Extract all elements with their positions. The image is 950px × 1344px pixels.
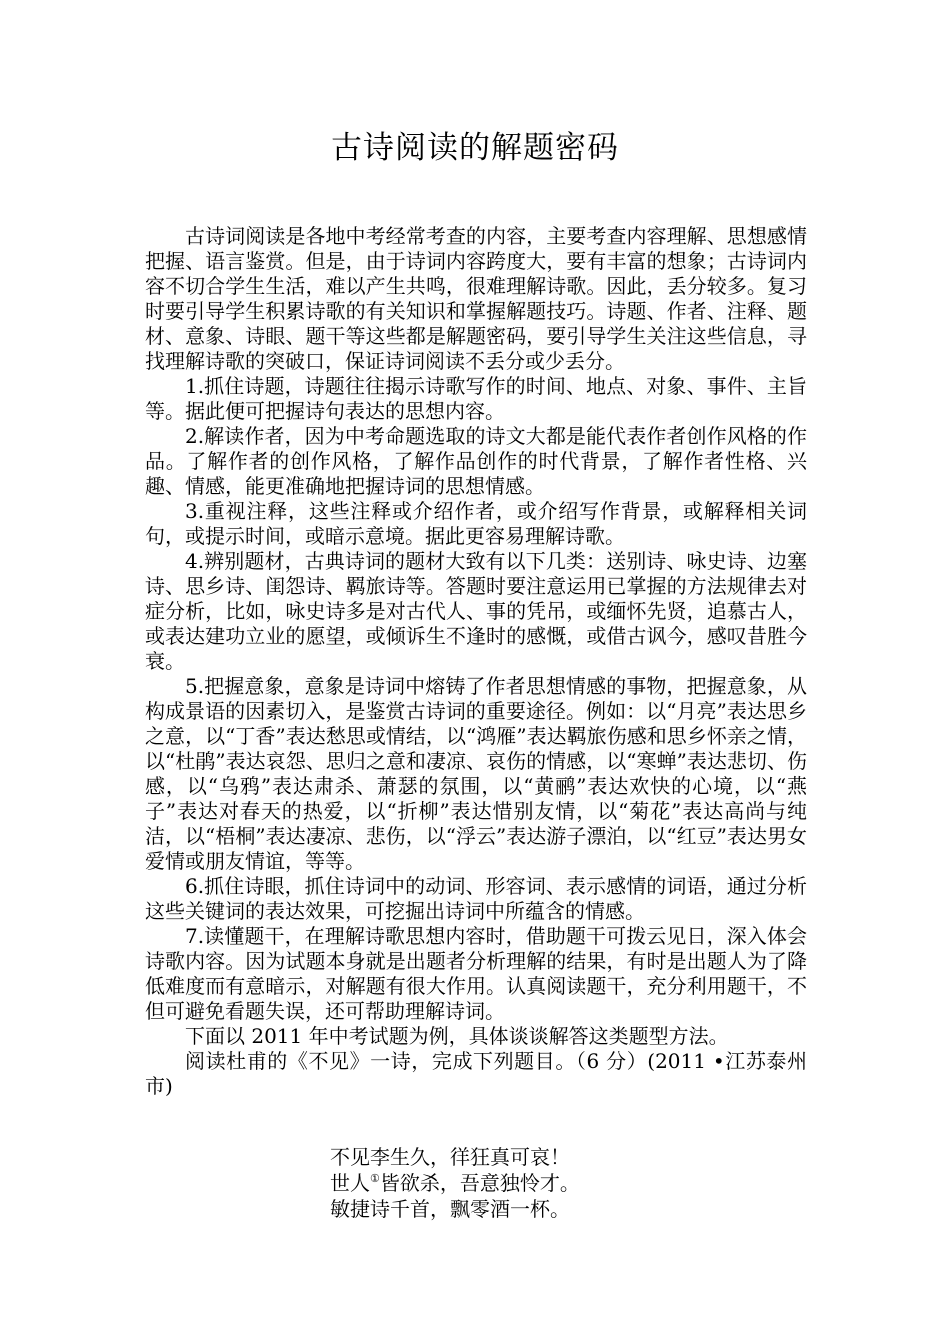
- tip-7-paragraph: 7.读懂题干，在理解诗歌思想内容时，借助题干可拨云见日，深入体会诗歌内容。因为试题本身就是出题者分析理解的结果，有时是出题人为了降低难度而有意暗示，对解题有很大作用。认真阅读题干，充分利用题干，不但可避免看题失误，还可帮助理解诗词。: [145, 924, 807, 1023]
- tip-6-paragraph: 6.抓住诗眼，抓住诗词中的动词、形容词、表示感情的词语，通过分析这些关键词的表达效果，可挖掘出诗词中所蕴含的情感。: [145, 874, 807, 923]
- poem-block: [330, 1144, 580, 1222]
- document-title: 古诗阅读的解题密码: [331, 130, 619, 166]
- poem-line-2-start: 世人: [330, 1171, 370, 1195]
- intro-paragraph: 古诗词阅读是各地中考经常考查的内容，主要考查内容理解、思想感情把握、语言鉴赏。但是，由于诗词内容跨度大，要有丰富的想象；古诗词内容不切合学生生活，难以产生共鸣，很难理解诗歌。因此，丢分较多。复习时要引导学生积累诗歌的有关知识和掌握解题技巧。诗题、作者、注释、题材、意象、诗眼、题干等这些都是解题密码，要引导学生关注这些信息，寻找理解诗歌的突破口，保证诗词阅读不丢分或少丢分。: [145, 224, 807, 373]
- document-body: [145, 224, 807, 1099]
- tip-3-paragraph: 3.重视注释，这些注释或介绍作者，或介绍写作背景，或解释相关词句，或提示时间，或暗示意境。据此更容易理解诗歌。: [145, 499, 807, 548]
- poem-line-3: 敏捷诗千首，飘零酒一杯。: [330, 1197, 570, 1221]
- question-instruction-paragraph: 阅读杜甫的《不见》一诗，完成下列题目。（6 分）(2011 •江苏泰州市): [145, 1049, 807, 1098]
- tip-5-paragraph: 5.把握意象，意象是诗词中熔铸了作者思想情感的事物，把握意象，从构成景语的因素切入，是鉴赏古诗词的重要途径。例如：以“月亮”表达思乡之意，以“丁香”表达愁思或情结，以“鸿雁”表达羁旅伤感和思乡怀亲之情，以“杜鹃”表达哀怨、思归之意和凄凉、哀伤的情感，以“寒蝉”表达悲切、伤感，以“乌鸦”表达肃杀、萧瑟的氛围，以“黄鹂”表达欢快的心境，以“燕子”表达对春天的热爱，以“折柳”表达惜别友情，以“菊花”表达高尚与纯洁，以“梧桐”表达凄凉、悲伤，以“浮云”表达游子漂泊，以“红豆”表达男女爱情或朋友情谊，等等。: [145, 674, 807, 873]
- footnote-marker: ①: [370, 1172, 380, 1185]
- example-intro-paragraph: 下面以 2011 年中考试题为例，具体谈谈解答这类题型方法。: [185, 1024, 729, 1048]
- poem-line-1: 不见李生久，徉狂真可哀！: [330, 1145, 570, 1169]
- tip-2-paragraph: 2.解读作者，因为中考命题选取的诗文大都是能代表作者创作风格的作品。了解作者的创作风格，了解作品创作的时代背景，了解作者性格、兴趣、情感，能更准确地把握诗词的思想情感。: [145, 424, 807, 498]
- poem-line-2: [330, 1170, 580, 1196]
- tip-4-paragraph: 4.辨别题材，古典诗词的题材大致有以下几类：送别诗、咏史诗、边塞诗、思乡诗、闺怨诗、羁旅诗等。答题时要注意运用已掌握的方法规律去对症分析，比如，咏史诗多是对古代人、事的凭吊，或缅怀先贤，追慕古人，或表达建功立业的愿望，或倾诉生不逢时的感慨，或借古讽今，感叹昔胜今衰。: [145, 549, 807, 673]
- tip-1-paragraph: 1.抓住诗题，诗题往往揭示诗歌写作的时间、地点、对象、事件、主旨等。据此便可把握诗句表达的思想内容。: [145, 374, 807, 423]
- poem-line-2-end: 皆欲杀，吾意独怜才。: [379, 1171, 580, 1195]
